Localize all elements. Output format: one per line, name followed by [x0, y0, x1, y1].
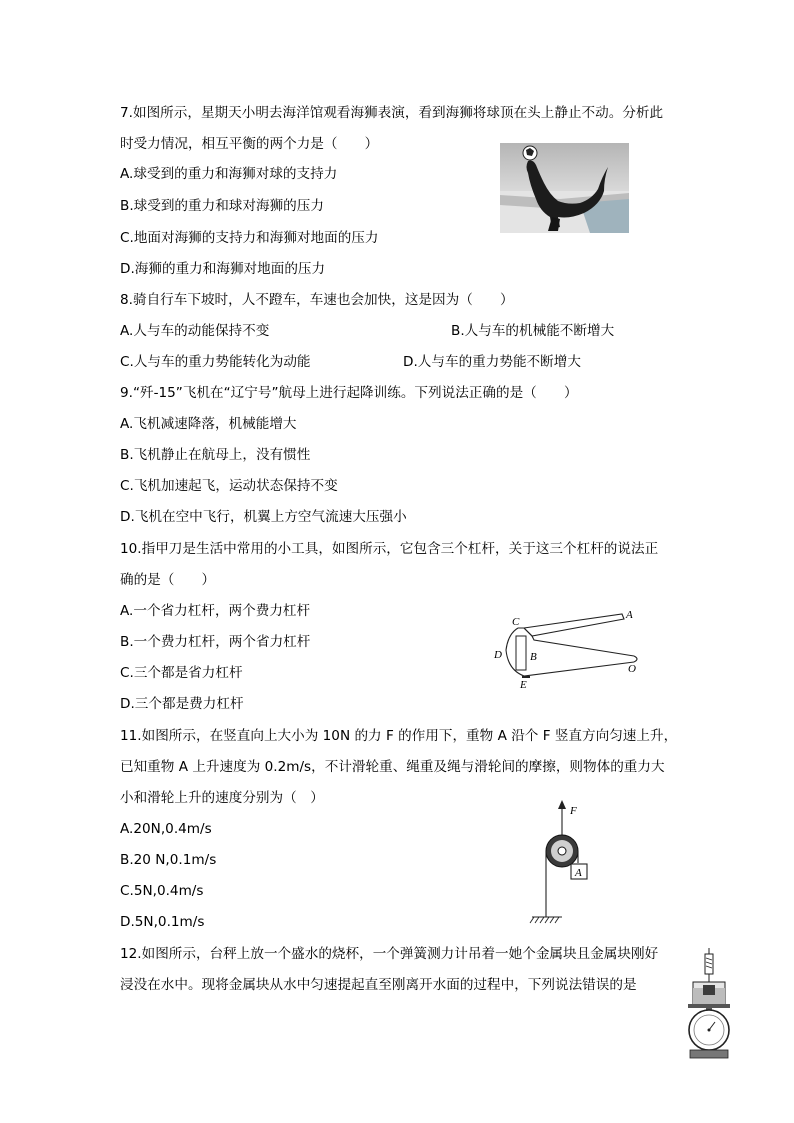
label-o: O [628, 663, 636, 675]
q12-stem-line1: 12.如图所示，台秤上放一个盛水的烧杯，一个弹簧测力计吊着一她个金属块且金属块刚好 [120, 946, 659, 962]
q11-option-d: D.5N,0.1m/s [120, 914, 205, 930]
sea-lion-photo [500, 143, 629, 233]
q11-option-a: A.20N,0.4m/s [120, 821, 212, 837]
q10-option-d: D.三个都是费力杠杆 [120, 696, 244, 712]
q11-stem-line2: 已知重物 A 上升速度为 0.2m/s，不计滑轮重、绳重及绳与滑轮间的摩擦，则物体的重力大 [120, 759, 665, 775]
nail-clipper-diagram [488, 606, 640, 690]
q7-option-a: A.球受到的重力和海狮对球的支持力 [120, 166, 338, 182]
q9-stem: 9.“歼-15”飞机在“辽宁号”航母上进行起降训练。下列说法正确的是（ ） [120, 385, 578, 401]
q7-stem-line2: 时受力情况，相互平衡的两个力是（ ） [120, 136, 379, 152]
label-c: C [512, 616, 520, 628]
q10-option-c: C.三个都是省力杠杆 [120, 665, 243, 681]
q10-option-b: B.一个费力杠杆，两个省力杠杆 [120, 634, 311, 650]
q8-option-c: C.人与车的重力势能转化为动能 [120, 354, 311, 370]
q7-option-c: C.地面对海狮的支持力和海狮对地面的压力 [120, 230, 379, 246]
q9-option-d: D.飞机在空中飞行，机翼上方空气流速大压强小 [120, 509, 407, 525]
q7-option-d: D.海狮的重力和海狮对地面的压力 [120, 261, 326, 277]
q8-option-a: A.人与车的动能保持不变 [120, 323, 270, 339]
q8-option-b: B.人与车的机械能不断增大 [451, 323, 615, 339]
q7-option-b: B.球受到的重力和球对海狮的压力 [120, 198, 324, 214]
spring-scale-diagram [684, 948, 734, 1060]
pulley-diagram [528, 797, 598, 929]
q11-option-b: B.20 N,0.1m/s [120, 852, 217, 868]
q9-option-b: B.飞机静止在航母上，没有惯性 [120, 447, 311, 463]
q9-option-a: A.飞机减速降落，机械能增大 [120, 416, 297, 432]
q10-stem-line1: 10.指甲刀是生活中常用的小工具，如图所示，它包含三个杠杆，关于这三个杠杆的说法正 [120, 541, 659, 557]
q11-option-c: C.5N,0.4m/s [120, 883, 204, 899]
q8-stem: 8.骑自行车下坡时，人不蹬车，车速也会加快，这是因为（ ） [120, 292, 514, 308]
q9-option-c: C.飞机加速起飞，运动状态保持不变 [120, 478, 338, 494]
label-a: A [626, 609, 633, 621]
label-block-a: A [575, 867, 582, 879]
label-e: E [520, 679, 527, 690]
q7-stem-line1: 7.如图所示，星期天小明去海洋馆观看海狮表演，看到海狮将球顶在头上静止不动。分析此 [120, 105, 664, 121]
label-force-f: F [570, 805, 577, 817]
q11-stem-line1: 11.如图所示，在竖直向上大小为 10N 的力 F 的作用下，重物 A 沿个 F 竖直方向匀速上升， [120, 728, 678, 744]
q10-stem-line2: 确的是（ ） [120, 572, 216, 588]
label-d: D [494, 649, 502, 661]
q11-stem-line3: 小和滑轮上升的速度分别为（ ） [120, 790, 324, 806]
q12-stem-line2: 浸没在水中。现将金属块从水中匀速提起直至刚离开水面的过程中，下列说法错误的是 [120, 977, 637, 993]
label-b: B [530, 651, 537, 663]
q10-option-a: A.一个省力杠杆，两个费力杠杆 [120, 603, 311, 619]
q8-option-d: D.人与车的重力势能不断增大 [403, 354, 581, 370]
